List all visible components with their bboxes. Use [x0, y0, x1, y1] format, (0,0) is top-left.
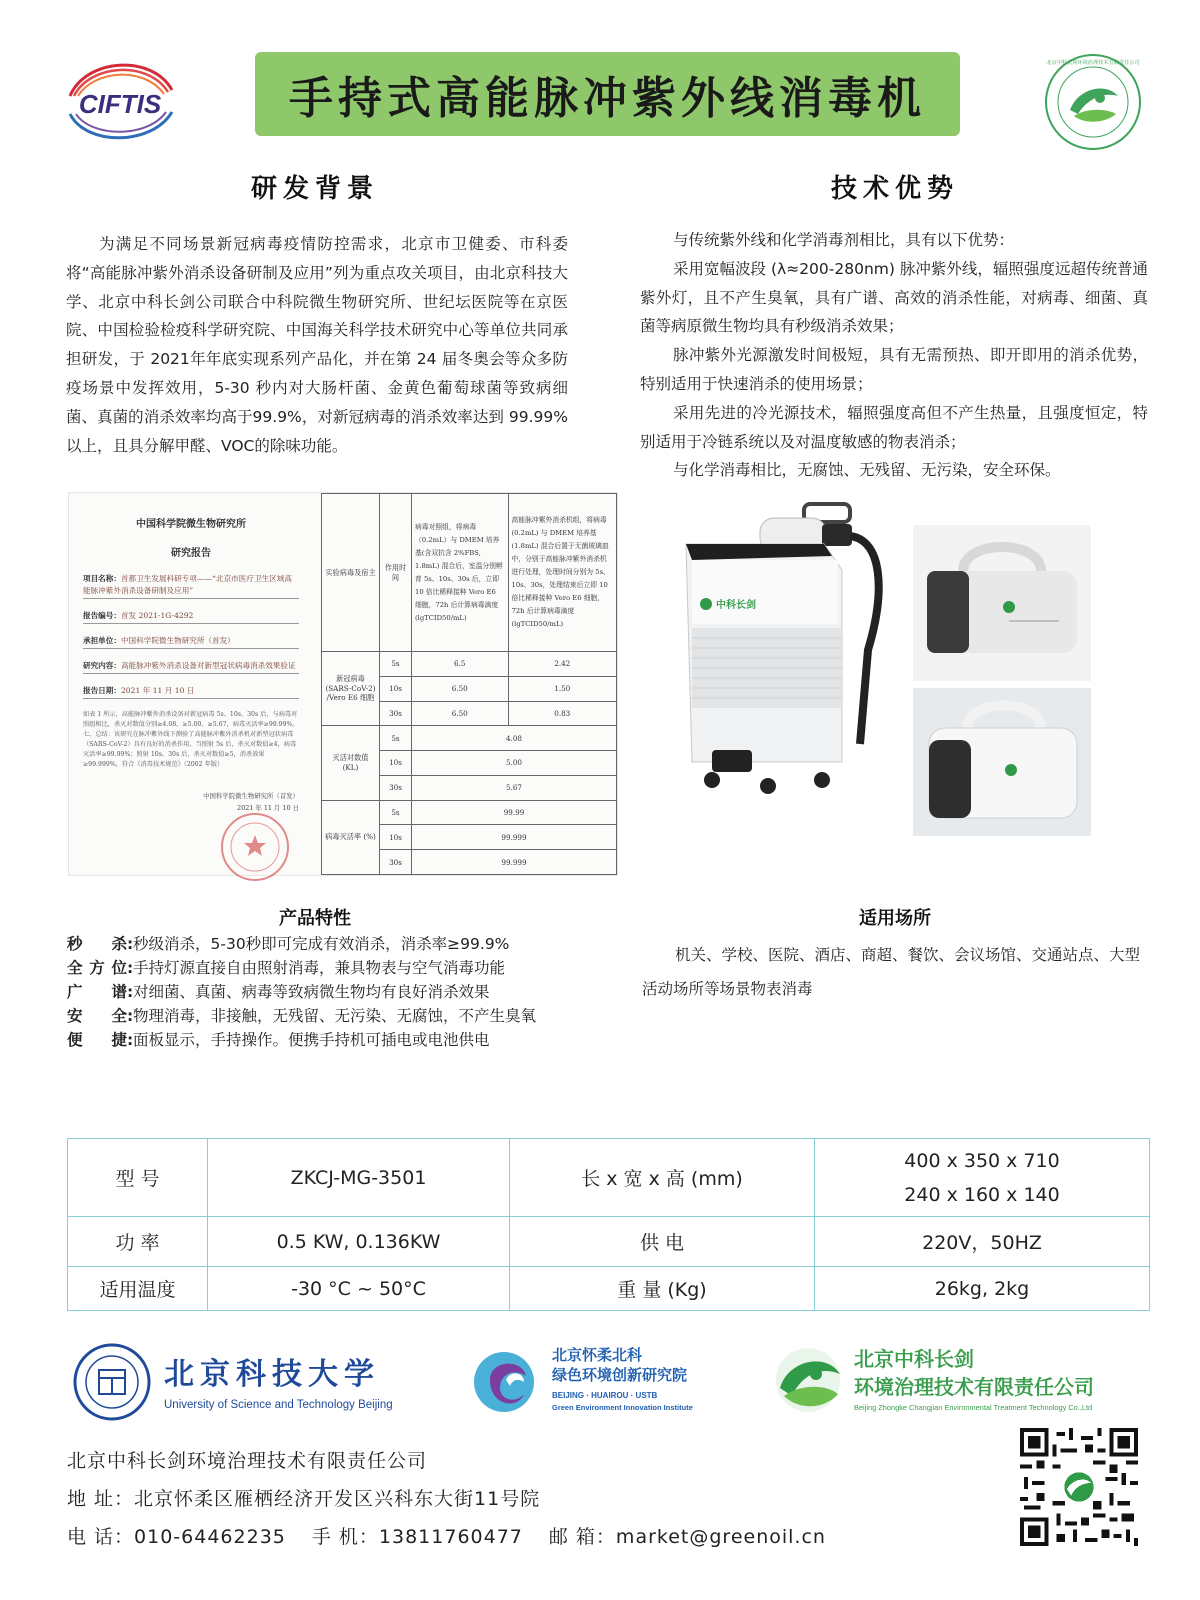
spec-value-line: 240 x 160 x 140	[904, 1183, 1060, 1206]
venues-text: 机关、学校、医院、酒店、商超、餐饮、会议场馆、交通站点、大型活动场所等场景物表消毒	[642, 946, 1141, 998]
huairou-logo-cn-1: 北京怀柔北科	[552, 1346, 643, 1364]
contact-phones	[67, 1522, 826, 1549]
feature-text: 秒级消杀，5-30秒即可完成有效消杀，消杀率≥99.9%	[133, 935, 510, 953]
spec-label: 适用温度	[68, 1267, 208, 1311]
report-data-table	[321, 493, 617, 875]
table-cell: 新冠病毒 (SARS-CoV-2) /Vero E6 细胞	[322, 652, 380, 726]
table-cell: 6.5	[412, 652, 509, 677]
table-cell: 10s	[380, 825, 412, 850]
ustb-logo	[72, 1342, 422, 1422]
spec-label: 重 量 (Kg)	[510, 1267, 815, 1311]
features-list	[67, 932, 627, 1052]
table-cell: 灭活对数值 (KL)	[322, 726, 380, 800]
table-cell: 病毒灭活率 (%)	[322, 800, 380, 874]
feature-item: 秒杀 : 秒级消杀，5-30秒即可完成有效消杀，消杀率≥99.9%	[67, 932, 627, 956]
spec-value	[815, 1139, 1150, 1217]
table-cell: 6.50	[412, 701, 509, 726]
report-field: 项目名称：首都卫生发展科研专项——“北京市医疗卫生区域高能脉冲紫外消杀设备研制及应用”	[83, 573, 299, 599]
spec-table	[67, 1138, 1150, 1311]
report-field: 报告日期：2021 年 11 月 10 日	[83, 685, 299, 699]
report-field: 报告编号：首发 2021-1G-4292	[83, 610, 299, 624]
zkcj-company-logo	[770, 1340, 1150, 1422]
spec-label: 供 电	[510, 1217, 815, 1267]
table-cell: 30s	[380, 850, 412, 875]
advantage-heading: 技术优势	[830, 174, 959, 204]
table-cell: 4.08	[412, 726, 617, 751]
company-seal-logo	[1038, 52, 1148, 152]
report-footer-org: 中国科学院微生物研究所（首发）	[203, 792, 299, 800]
page-title: 手持式高能脉冲紫外线消毒机	[289, 73, 926, 124]
table-cell: 1.50	[508, 676, 616, 701]
report-cover	[69, 493, 313, 875]
table-header-cell: 高能脉冲紫外消杀机组，将病毒 (0.2mL) 与 DMEM 培养基 (1.8mL) 混合后置于无菌玻璃皿中，分别于高能脉冲紫外消杀机进行处理，处理时间分别为 5s、10s、30s，处理结束后立即 10 倍比稀释接种 Vero E6 细胞，72h 后计算病毒滴度 (lgTCID50/mL)	[508, 494, 616, 652]
huairou-logo-en-2: Green Environment Innovation Institute	[552, 1403, 693, 1412]
table-cell: 10s	[380, 676, 412, 701]
report-summary: 如表 1 所示，高能脉冲紫外消杀设备对新冠病毒 5s、10s、30s 后，与病毒对照组相比，杀灭对数值分别≥4.08、≥5.00、≥5.67，病毒灭活率≥99.99%。七、总结：该研究在脉冲紫外线下测验了高能脉冲紫外消杀机对新型冠状病毒（SARS-CoV-2）具有良好的消杀作用，当照射 5s 后，杀灭对数值≥4，病毒灭活率≥99.99%；照射 10s、30s 后，杀灭对数值≥5，消杀效果≥99.999%，符合《消毒技术规范》（2002 年版）	[83, 711, 299, 768]
table-cell: 30s	[380, 775, 412, 800]
advantage-paragraph: 采用先进的冷光源技术，辐照强度高但不产生热量，且强度恒定，特别适用于冷链系统以及对温度敏感的物表消杀；	[640, 403, 1148, 451]
background-text: 为满足不同场景新冠病毒疫情防控需求，北京市卫健委、市科委将“高能脉冲紫外消杀设备研制及应用”列为重点攻关项目，由北京科技大学、北京中科长剑公司联合中科院微生物研究所、世纪坛医院等在京医院、中国检验检疫科学研究院、中国海关科学技术研究中心等单位共同承担研发，于 2021年年底实现系列产品化，并在第 24 届冬奥会等众多防疫场景中发挥效用，5-30 秒内对大肠杆菌、金黄色葡萄球菌等致病细菌、真菌的消杀效率均高于99.9%，对新冠病毒的消杀效率达到 99.99%以上，且具分解甲醛、VOC的除味功能。	[66, 235, 568, 455]
contact-address: 地 址：北京怀柔区雁栖经济开发区兴科东大街11号院	[67, 1488, 541, 1510]
table-header-cell: 病毒对照组，将病毒（0.2mL）与 DMEM 培养基(含双抗含 2%FBS, 1.8mL) 混合后，室温分别孵育 5s、10s、30s 后，立即 10 倍比稀释接种 Vero E6 细胞，72h 后计算病毒滴度 (lgTCID50/mL)	[412, 494, 509, 652]
feature-label: 广谱	[67, 983, 127, 1001]
advantage-paragraph: 与化学消毒相比，无腐蚀、无残留、无污染，安全环保。	[673, 461, 1061, 480]
table-cell: 99.99	[412, 800, 617, 825]
advantage-text	[640, 226, 1148, 485]
huairou-institute-logo	[470, 1340, 738, 1422]
product-photo-portable-light	[913, 688, 1091, 836]
background-heading: 研发背景	[250, 174, 379, 204]
feature-label: 安全	[67, 1007, 127, 1025]
spec-value: ZKCJ-MG-3501	[208, 1139, 510, 1217]
report-footer-date: 2021 年 11 月 10 日	[237, 804, 299, 812]
report-field: 承担单位：中国科学院微生物研究所（首发）	[83, 635, 299, 649]
feature-label: 便捷	[67, 1031, 127, 1049]
feature-item: 安全 : 物理消毒，非接触，无残留、无污染、无腐蚀，不产生臭氧	[67, 1004, 627, 1028]
product-photo-portable-dark	[913, 525, 1091, 681]
table-cell: 30s	[380, 701, 412, 726]
spec-value: 220V，50HZ	[815, 1217, 1150, 1267]
feature-label: 秒杀	[67, 935, 127, 953]
ciftis-logo-text: CIFTIS	[78, 89, 162, 119]
table-header-cell: 作用时间	[380, 494, 412, 652]
zkcj-logo-cn-2: 环境治理技术有限责任公司	[854, 1375, 1094, 1399]
feature-text: 手持灯源直接自由照射消毒，兼具物表与空气消毒功能	[133, 959, 506, 977]
advantage-paragraph: 采用宽幅波段 (λ≈200-280nm) 脉冲紫外线，辐照强度远超传统普通紫外灯，且不产生臭氧，具有广谱、高效的消杀性能，对病毒、细菌、真菌等病原微生物均具有秒级消杀效果；	[640, 259, 1148, 336]
contact-email: 邮 箱：market@greenoil.cn	[548, 1526, 826, 1548]
advantage-paragraph: 脉冲紫外光源激发时间极短，具有无需预热、即开即用的消杀优势，特别适用于快速消杀的使用场景；	[640, 346, 1148, 393]
product-photo-main	[672, 500, 894, 820]
qr-code-icon[interactable]	[1020, 1428, 1138, 1546]
feature-label: 全方位	[67, 959, 127, 977]
feature-item: 便捷 : 面板显示，手持操作。便携手持机可插电或电池供电	[67, 1028, 627, 1052]
table-cell: 6.50	[412, 676, 509, 701]
table-cell: 0.83	[508, 701, 616, 726]
table-cell: 99.999	[412, 850, 617, 875]
feature-text: 对细菌、真菌、病毒等致病微生物均有良好消杀效果	[133, 983, 490, 1001]
research-report-image	[68, 492, 618, 876]
spec-label: 长 x 宽 x 高 (mm)	[510, 1139, 815, 1217]
table-cell: 5s	[380, 800, 412, 825]
table-header-cell: 实验病毒及宿主	[322, 494, 380, 652]
contact-phone: 电 话：010-64462235	[67, 1526, 286, 1548]
huairou-logo-en-1: BEIJING · HUAIROU · USTB	[552, 1391, 658, 1400]
seal-text: 北京中科长剑环境治理技术有限责任公司	[1046, 60, 1140, 66]
table-cell: 5.67	[412, 775, 617, 800]
venues-heading: 适用场所	[859, 908, 931, 929]
zkcj-logo-en: Beijing Zhongke Changjian Environmental Treatment Technology Co.,Ltd	[854, 1403, 1093, 1412]
spec-label: 功 率	[68, 1217, 208, 1267]
feature-item: 广谱 : 对细菌、真菌、病毒等致病微生物均有良好消杀效果	[67, 980, 627, 1004]
ustb-logo-cn: 北京科技大学	[164, 1357, 380, 1392]
contact-company: 北京中科长剑环境治理技术有限责任公司	[67, 1450, 428, 1472]
product-brand-label: 中科长剑	[716, 600, 756, 611]
red-stamp-icon	[219, 811, 291, 883]
ciftis-logo	[56, 50, 184, 144]
ustb-logo-en: University of Science and Technology Beijing	[164, 1399, 393, 1411]
table-cell: 5.00	[412, 751, 617, 776]
report-org: 中国科学院微生物研究所	[136, 519, 246, 530]
report-title: 研究报告	[171, 548, 211, 559]
table-cell: 99.999	[412, 825, 617, 850]
feature-item: 全方位 : 手持灯源直接自由照射消毒，兼具物表与空气消毒功能	[67, 956, 627, 980]
spec-value: 26kg, 2kg	[815, 1267, 1150, 1311]
spec-value: -30 °C ~ 50°C	[208, 1267, 510, 1311]
huairou-logo-cn-2: 绿色环境创新研究院	[552, 1366, 688, 1384]
table-cell: 10s	[380, 751, 412, 776]
feature-text: 物理消毒，非接触，无残留、无污染、无腐蚀，不产生臭氧	[133, 1007, 537, 1025]
table-cell: 5s	[380, 726, 412, 751]
contact-mobile: 手 机：13811760477	[311, 1526, 523, 1548]
report-field: 研究内容：高能脉冲紫外消杀设备对新型冠状病毒消杀效果验证	[83, 660, 299, 674]
spec-value: 0.5 KW, 0.136KW	[208, 1217, 510, 1267]
spec-value-line: 400 x 350 x 710	[904, 1149, 1060, 1172]
advantage-paragraph: 与传统紫外线和化学消毒剂相比，具有以下优势：	[673, 231, 1015, 249]
features-heading: 产品特性	[279, 908, 351, 929]
feature-text: 面板显示，手持操作。便携手持机可插电或电池供电	[133, 1031, 490, 1049]
spec-label: 型 号	[68, 1139, 208, 1217]
table-cell: 2.42	[508, 652, 616, 677]
zkcj-logo-cn-1: 北京中科长剑	[854, 1347, 974, 1371]
title-banner	[255, 52, 960, 136]
table-cell: 5s	[380, 652, 412, 677]
